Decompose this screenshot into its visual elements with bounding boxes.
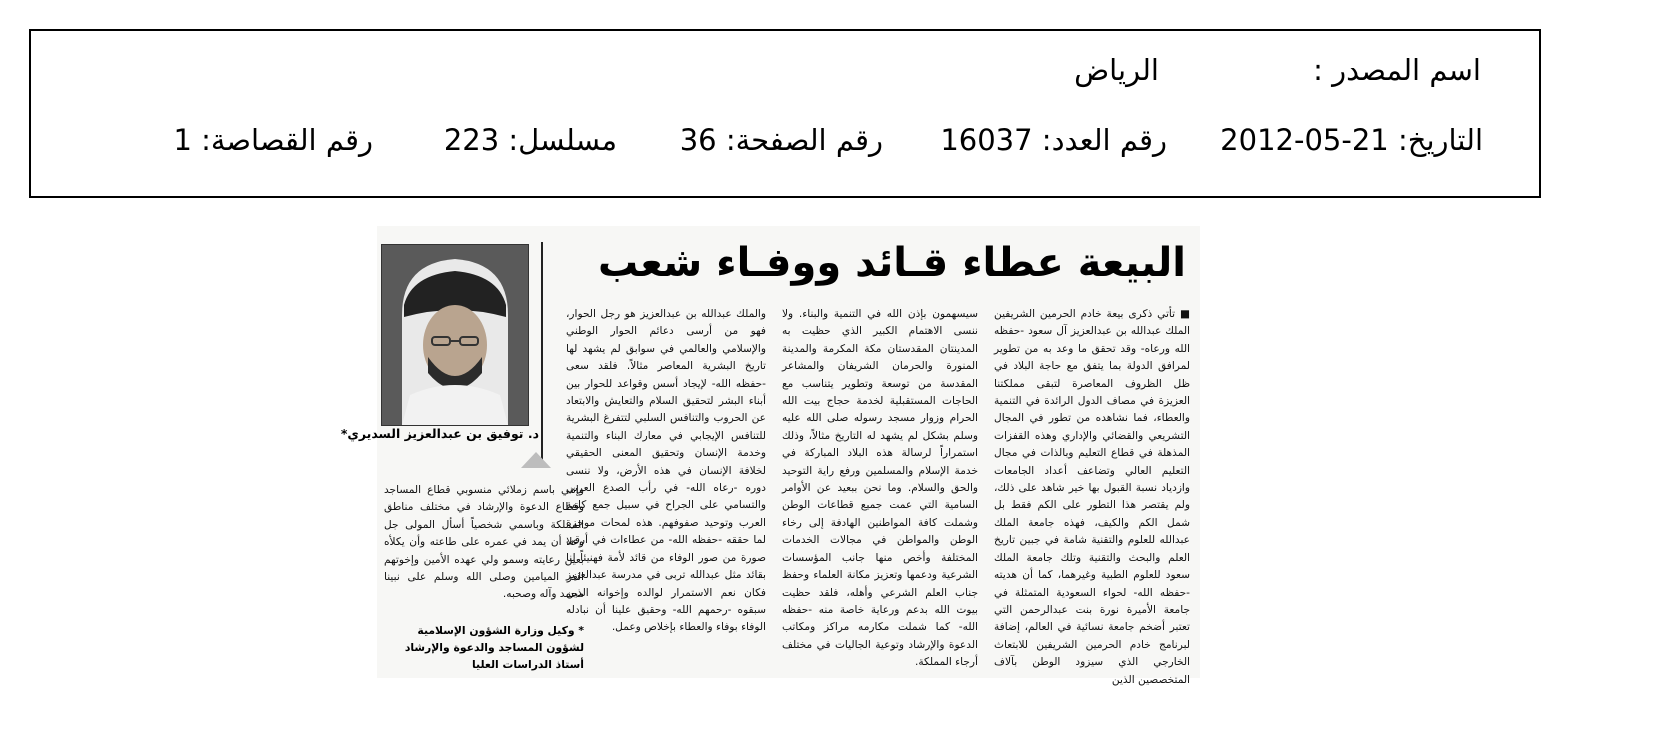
- clip-number-field: رقم القصاصة: 1: [173, 123, 373, 157]
- author-name: د. توفيق بن عبدالعزيز السديري*: [340, 426, 539, 441]
- article-column-4: وإنني باسم زملائي منسوبي قطاع المساجد وقطاع الدعوة والإرشاد في مختلف مناطق المملكة وباسمي شخصياً أسأل المولى جل وعلا أن يمد في عمره على طاعته وأن يكلأه بعين رعايته وسمو ولي عهده الأمين وإخوتهم الغر الميامين وصلى الله وسلم على نبينا محمد وآله وصحبه.: [384, 484, 584, 601]
- decorative-triangle: [521, 452, 551, 468]
- author-affiliation: * وكيل وزارة الشؤون الإسلامية لشؤون المساجد والدعوة والإرشاد أستاذ الدراسات العليا: [404, 624, 584, 671]
- article-column-2: سيسهمون بإذن الله في التنمية والبناء. ولا ننسى الاهتمام الكبير الذي حظيت به المدينتان المقدستان مكة المكرمة والمدينة المنورة والحرمان الشريفان والمشاعر المقدسة من توسعة وتطوير يتناسب مع الحاجات المستقبلية لخدمة حجاج بيت الله الحرام وزوار مسجد رسوله صلى الله عليه وسلم بشكل لم يشهد له التاريخ مثالاً، وذلك استمراراً لرسالة هذه البلاد المباركة في خدمة الإسلام والمسلمين ورفع راية التوحيد والحق والسلام. وما نحن ببعيد عن الأوامر السامية التي عمت جميع قطاعات الوطن وشملت كافة المواطنين الهادفة إلى رخاء الوطن والمواطن في مجالات الخدمات المختلفة وأخص منها جانب المؤسسات الشرعية ودعمها وتعزيز مكانة العلماء وحفظ جناب العلم الشرعي وأهله، فلقد حظيت بيوت الله بدعم ورعاية خاصة منه -حفظه الله- كما شملت مكارمه مراكز ومكاتب الدعوة والإرشاد وتوعية الجاليات في مختلف أرجاء المملكة.: [782, 308, 978, 669]
- clipping-metadata-box: [29, 29, 1541, 198]
- issue-field: رقم العدد: 16037: [940, 123, 1167, 157]
- newspaper-clipping: [340, 226, 1200, 686]
- article-column-3: والملك عبدالله بن عبدالعزيز هو رجل الحوار، فهو من أرسى دعائم الحوار الوطني والإسلامي والعالمي في سوابق لم يشهد لها تاريخ البشرية المعاصر مثالاً. فلقد سعى -حفظه الله- لإيجاد أسس وقواعد للحوار بين أبناء البشر لتحقيق السلام والتعايش والابتعاد عن الحروب والتنافس السلبي لتتفرغ البشرية للتنافس الإيجابي في معارك البناء والتنمية وخدمة الإنسان وتحقيق المعنى الحقيقي لخلافة الإنسان في هذه الأرض، ولا ننسى دوره -رعاه الله- في رأب الصدع العربي والتسامي على الجراح في سبيل جمع كلمة العرب وتوحيد صفوفهم. هذه لمحات موجزة لما حققه -حفظه الله- من عطاءات في أرقى صورة من صور الوفاء من قائد لأمة فهنيئاً لنا بقائد مثل عبدالله تربى في مدرسة عبدالعزيز فكان نعم الاستمرار لوالده وإخوانه الذين سبقوه -رحمهم الله- وحقيق علينا أن نبادله الوفاء بوفاء والعطاء بإخلاص وعمل.: [566, 308, 766, 634]
- source-value: الرياض: [1074, 53, 1159, 87]
- page-field: رقم الصفحة: 36: [679, 123, 883, 157]
- author-portrait-icon: [382, 245, 528, 425]
- author-photo: [381, 244, 529, 426]
- article-column-1: ■ تأتي ذكرى بيعة خادم الحرمين الشريفين الملك عبدالله بن عبدالعزيز آل سعود -حفظه الله ورعاه- وقد تحقق ما وعد به من تطوير لمرافق الدولة بما يتفق مع حاجة البلاد في ظل الظروف المعاصرة لتبقى مملكتنا العزيزة في مصاف الدول الرائدة في التنمية والعطاء، فما نشاهده من تطور في المجال التشريعي والقضائي والإداري وهذه القفزات المذهلة في قطاع التعليم وبالذات في مجال التعليم العالي وتضاعف أعداد الجامعات وازدياد نسبة القبول بها خير شاهد على ذلك، ولم يقتصر هذا التطور على الكم فقط بل شمل الكم والكيف، فهذه جامعة الملك عبدالله للعلوم والتقنية شامة في جبين تاريخ العلم والبحث والتقنية وتلك جامعة الملك سعود للعلوم الطبية وغيرهما، كما أن هديته -حفظه الله- لحواء السعودية المتمثلة في جامعة الأميرة نورة بنت عبدالرحمن التي تعتبر أضخم جامعة نسائية في العالم، إضافة لبرنامج خادم الحرمين الشريفين للابتعاث الخارجي الذي سيزود الوطن بآلاف المتخصصين الذين: [994, 308, 1190, 686]
- source-label: اسم المصدر :: [1313, 53, 1481, 87]
- date-field: التاريخ: 21-05-2012: [1220, 123, 1483, 157]
- article-headline: البيعة عطاء قـائد ووفـاء شعب: [597, 240, 1186, 286]
- serial-field: مسلسل: 223: [443, 123, 617, 157]
- column-divider: [541, 242, 543, 468]
